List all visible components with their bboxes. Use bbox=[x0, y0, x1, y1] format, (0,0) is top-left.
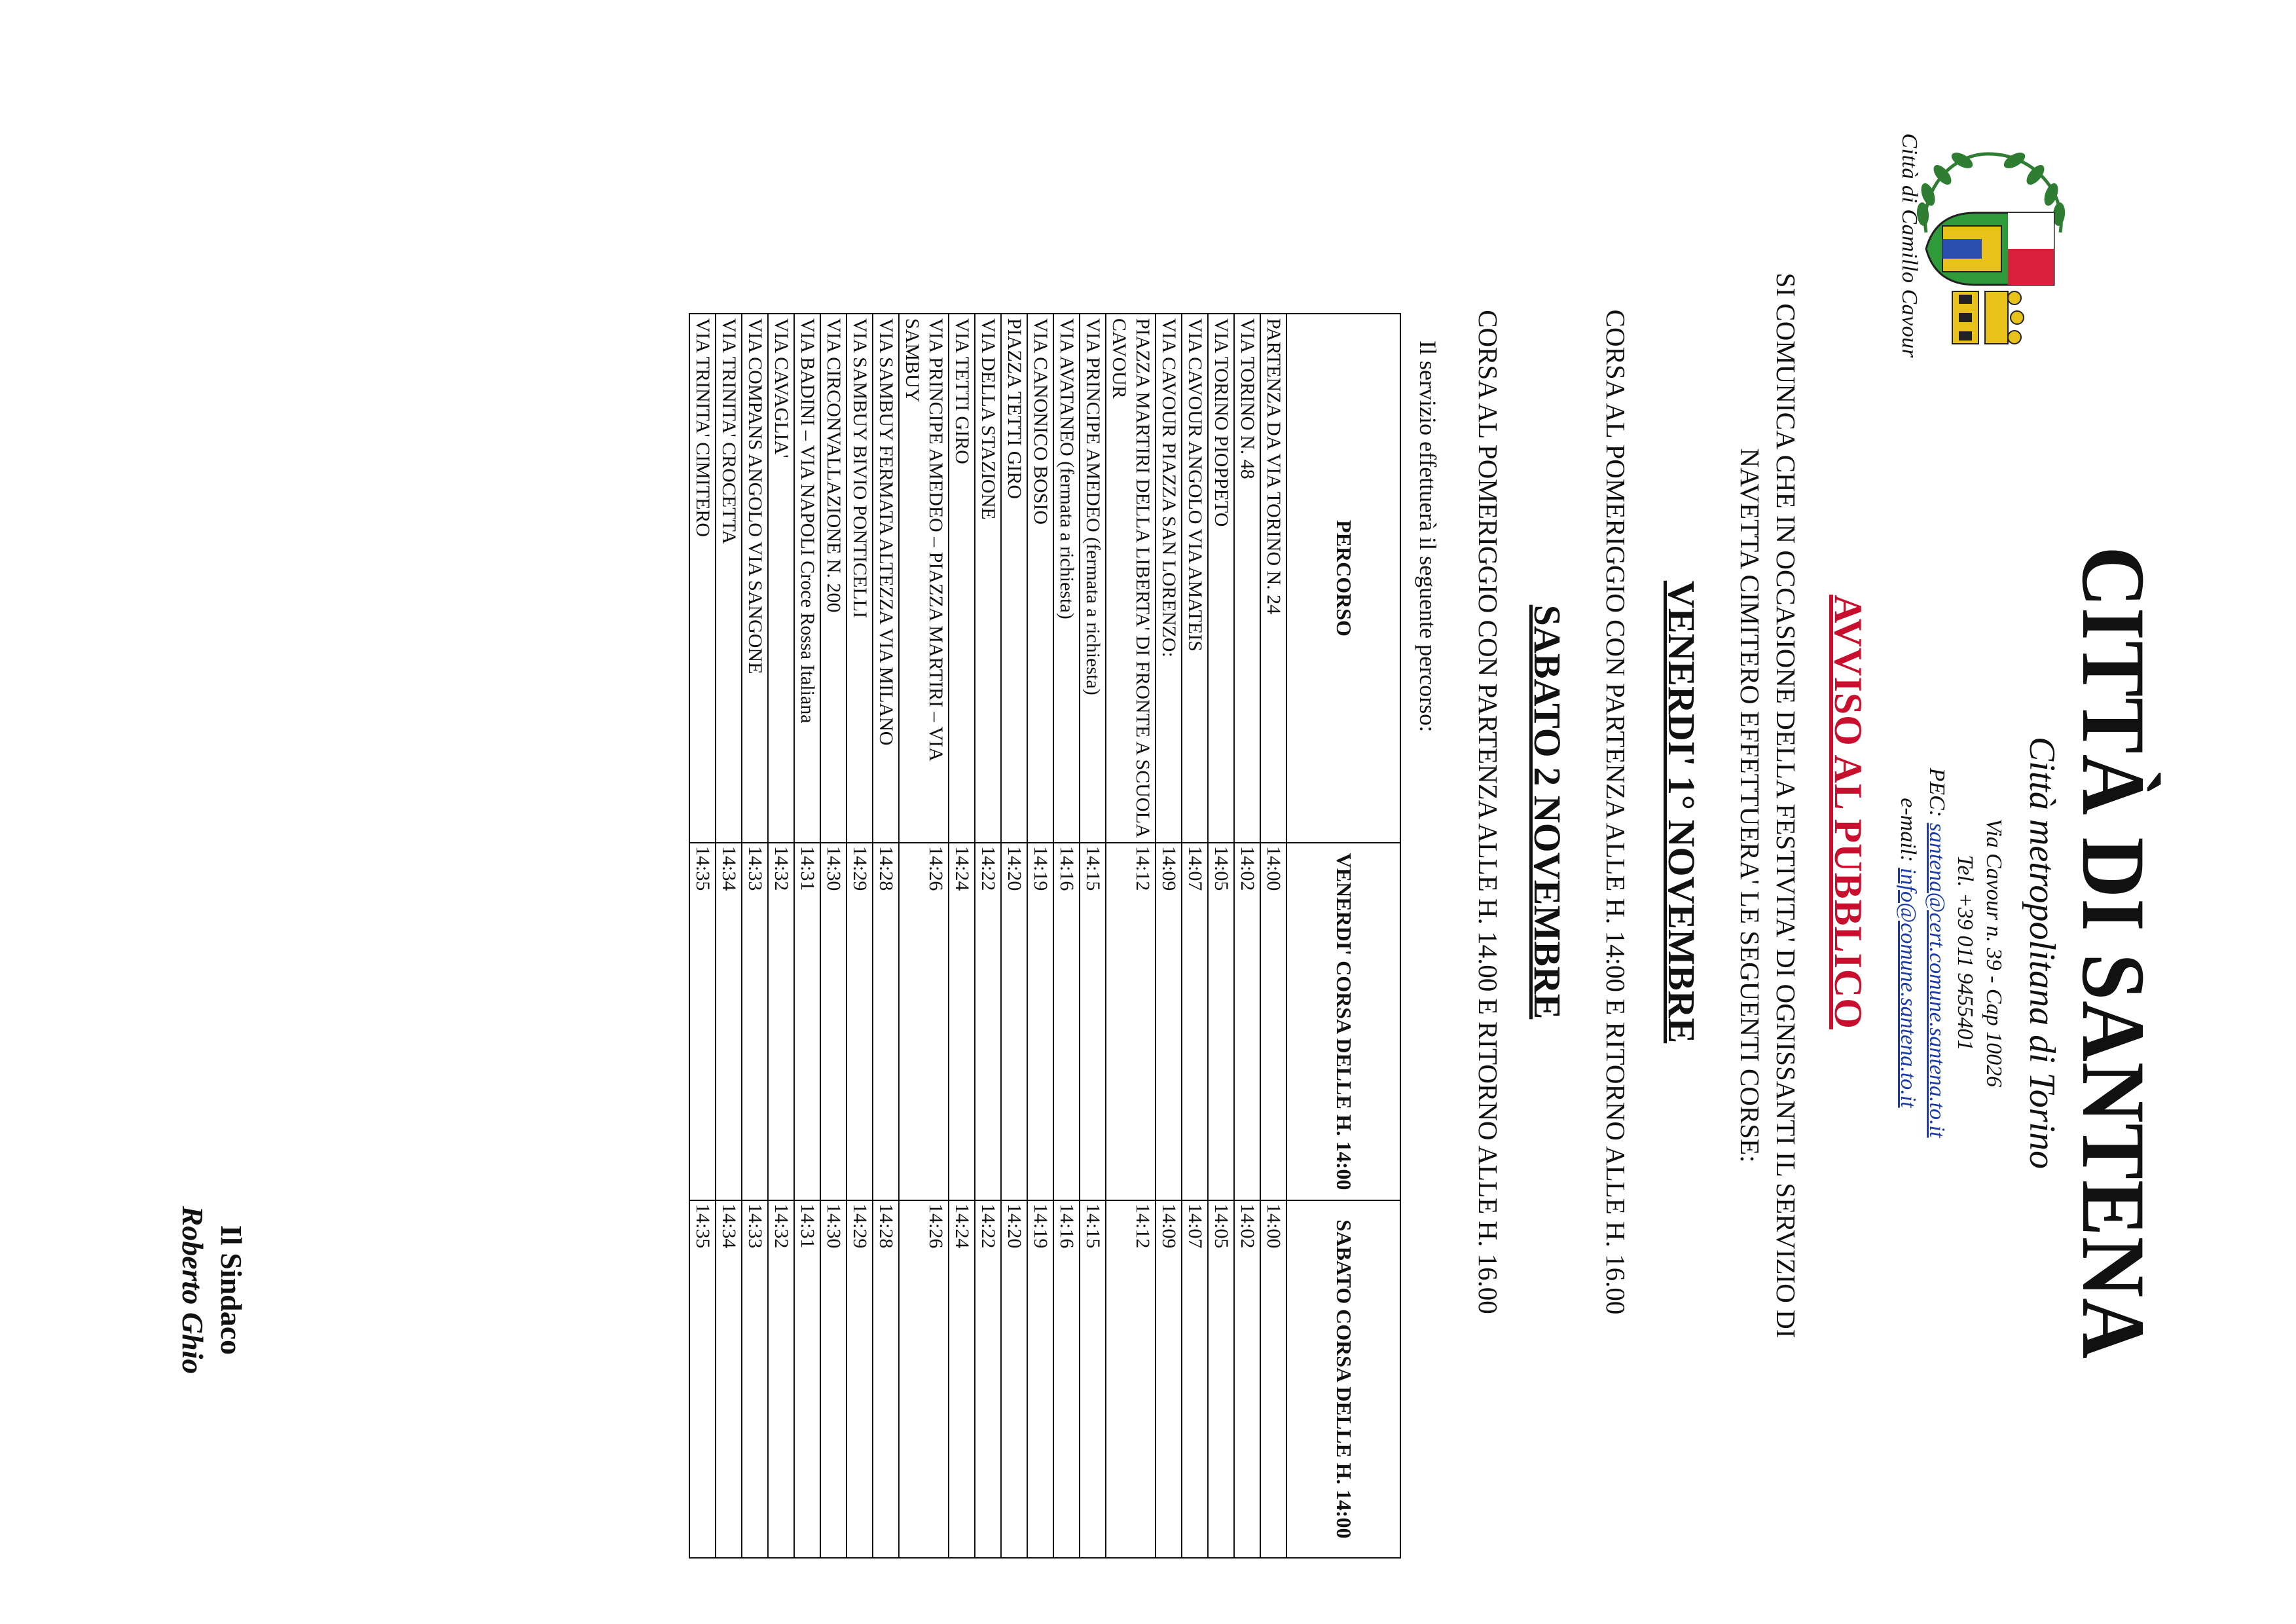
contact-block bbox=[1894, 399, 2008, 1506]
pec-label: PEC: bbox=[1924, 767, 1949, 823]
table-row bbox=[689, 314, 716, 1558]
table-row bbox=[899, 314, 949, 1558]
table-row bbox=[742, 314, 768, 1558]
municipal-crest-icon bbox=[1910, 134, 2080, 350]
cell-sabato: 14:15 bbox=[1080, 1200, 1106, 1558]
cell-venerdi: 14:33 bbox=[742, 843, 768, 1200]
cell-sabato: 14:16 bbox=[1053, 1200, 1080, 1558]
cell-venerdi: 14:20 bbox=[1001, 843, 1027, 1200]
table-row bbox=[716, 314, 742, 1558]
cell-route: VIA TRINITA' CROCETTA bbox=[716, 314, 742, 843]
cell-route: VIA BADINI – VIA NAPOLI Croce Rossa Italiana bbox=[794, 314, 820, 843]
cell-route: VIA PRINCIPE AMEDEO (fermata a richiesta) bbox=[1080, 314, 1106, 843]
cell-venerdi: 14:22 bbox=[975, 843, 1001, 1200]
cell-venerdi: 14:31 bbox=[794, 843, 820, 1200]
venerdi-heading: VENERDI' 1° NOVEMBRE bbox=[1660, 580, 1703, 1044]
email-line bbox=[1894, 399, 1923, 1506]
signature-name: Roberto Ghio bbox=[176, 1206, 210, 1375]
cell-venerdi: 14:26 bbox=[899, 843, 949, 1200]
email-link[interactable]: info@comune.santena.to.it bbox=[1896, 868, 1921, 1108]
cell-venerdi: 14:29 bbox=[847, 843, 873, 1200]
notice-body: SI COMUNICA CHE IN OCCASIONE DELLA FESTIVITA' DI OGNISSANTI IL SERVIZIO DI NAVETTA CIMITERO EFFETTUERA' LE SEGUENTI CORSE: bbox=[1735, 272, 1801, 1338]
cell-venerdi: 14:28 bbox=[873, 843, 899, 1200]
table-row bbox=[847, 314, 873, 1558]
table-row bbox=[975, 314, 1001, 1558]
table-row bbox=[1182, 314, 1208, 1558]
sabato-heading: SABATO 2 NOVEMBRE bbox=[1526, 604, 1569, 1020]
cell-venerdi: 14:15 bbox=[1080, 843, 1106, 1200]
cell-sabato: 14:20 bbox=[1001, 1200, 1027, 1558]
cell-route: PIAZZA MARTIRI DELLA LIBERTA' DI FRONTE A SCUOLA CAVOUR bbox=[1106, 314, 1156, 843]
venerdi-text: CORSA AL POMERIGGIO CON PARTENZA ALLE H. 14:00 E RITORNO ALLE H. 16.00 bbox=[1601, 309, 1631, 1315]
notice-title: AVVISO AL PUBBLICO bbox=[1827, 595, 1870, 1029]
header-sabato: SABATO CORSA DELLE H. 14:00 bbox=[1286, 1200, 1400, 1558]
cell-sabato: 14:30 bbox=[820, 1200, 847, 1558]
cell-route: VIA AVATANEO (fermata a richiesta) bbox=[1053, 314, 1080, 843]
cell-venerdi: 14:16 bbox=[1053, 843, 1080, 1200]
cell-route: VIA CANONICO BOSIO bbox=[1027, 314, 1053, 843]
table-row bbox=[1260, 314, 1286, 1558]
table-row bbox=[873, 314, 899, 1558]
pec-line bbox=[1922, 399, 1951, 1506]
cell-route: VIA COMPANS ANGOLO VIA SANGONE bbox=[742, 314, 768, 843]
cell-sabato: 14:35 bbox=[689, 1200, 716, 1558]
cell-route: VIA CAVOUR PIAZZA SAN LORENZO: bbox=[1156, 314, 1182, 843]
cell-venerdi: 14:02 bbox=[1234, 843, 1260, 1200]
email-label: e-mail: bbox=[1896, 798, 1921, 868]
cell-route: PIAZZA TETTI GIRO bbox=[1001, 314, 1027, 843]
cell-route: VIA TORINO PIOPPETO bbox=[1208, 314, 1234, 843]
cell-venerdi: 14:35 bbox=[689, 843, 716, 1200]
table-row bbox=[949, 314, 975, 1558]
cell-venerdi: 14:12 bbox=[1106, 843, 1156, 1200]
cell-venerdi: 14:00 bbox=[1260, 843, 1286, 1200]
cell-sabato: 14:19 bbox=[1027, 1200, 1053, 1558]
cell-sabato: 14:22 bbox=[975, 1200, 1001, 1558]
schedule-table bbox=[689, 313, 1401, 1559]
crest-caption: Città di Camillo Cavour bbox=[1897, 133, 1922, 358]
table-row bbox=[768, 314, 794, 1558]
table-header-row bbox=[1286, 314, 1400, 1558]
table-row bbox=[794, 314, 820, 1558]
schedule-body bbox=[689, 314, 1286, 1558]
cell-venerdi: 14:09 bbox=[1156, 843, 1182, 1200]
signature-block bbox=[173, 1179, 250, 1401]
cell-sabato: 14:31 bbox=[794, 1200, 820, 1558]
header-route: PERCORSO bbox=[1286, 314, 1400, 843]
cell-route: VIA CAVAGLIA' bbox=[768, 314, 794, 843]
cell-route: VIA SAMBUY FERMATA ALTEZZA VIA MILANO bbox=[873, 314, 899, 843]
pec-link[interactable]: santena@cert.comune.santena.to.it bbox=[1924, 822, 1949, 1138]
cell-route: VIA DELLA STAZIONE bbox=[975, 314, 1001, 843]
cell-sabato: 14:34 bbox=[716, 1200, 742, 1558]
table-row bbox=[1234, 314, 1260, 1558]
cell-route: VIA PRINCIPE AMEDEO – PIAZZA MARTIRI – VIA SAMBUY bbox=[899, 314, 949, 843]
cell-route: PARTENZA DA VIA TORINO N. 24 bbox=[1260, 314, 1286, 843]
cell-route: VIA CAVOUR ANGOLO VIA AMATEIS bbox=[1182, 314, 1208, 843]
cell-route: VIA TORINO N. 48 bbox=[1234, 314, 1260, 843]
table-row bbox=[1001, 314, 1027, 1558]
service-intro: Il servizio effettuerà il seguente percorso: bbox=[1415, 341, 1441, 733]
cell-sabato: 14:02 bbox=[1234, 1200, 1260, 1558]
cell-venerdi: 14:32 bbox=[768, 843, 794, 1200]
cell-sabato: 14:00 bbox=[1260, 1200, 1286, 1558]
cell-sabato: 14:12 bbox=[1106, 1200, 1156, 1558]
cell-sabato: 14:29 bbox=[847, 1200, 873, 1558]
phone-line: Tel. +39 011 9455401 bbox=[1953, 855, 1978, 1051]
header-venerdi: VENERDI' CORSA DELLE H. 14:00 bbox=[1286, 843, 1400, 1200]
cell-sabato: 14:09 bbox=[1156, 1200, 1182, 1558]
address-line: Via Cavour n. 39 - Cap 10026 bbox=[1982, 818, 2006, 1088]
cell-sabato: 14:05 bbox=[1208, 1200, 1234, 1558]
cell-sabato: 14:24 bbox=[949, 1200, 975, 1558]
cell-sabato: 14:07 bbox=[1182, 1200, 1208, 1558]
cell-venerdi: 14:30 bbox=[820, 843, 847, 1200]
cell-route: VIA TETTI GIRO bbox=[949, 314, 975, 843]
table-row bbox=[1053, 314, 1080, 1558]
table-row bbox=[1156, 314, 1182, 1558]
cell-route: VIA SAMBUY BIVIO PONTICELLI bbox=[847, 314, 873, 843]
table-row bbox=[1080, 314, 1106, 1558]
city-title: CITTÀ DI SANTENA bbox=[2064, 546, 2164, 1359]
signature-role: Il Sindaco bbox=[215, 1225, 248, 1356]
cell-sabato: 14:26 bbox=[899, 1200, 949, 1558]
table-row bbox=[820, 314, 847, 1558]
table-row bbox=[1027, 314, 1053, 1558]
cell-venerdi: 14:24 bbox=[949, 843, 975, 1200]
table-row bbox=[1208, 314, 1234, 1558]
table-row bbox=[1106, 314, 1156, 1558]
cell-route: VIA CIRCONVALLAZIONE N. 200 bbox=[820, 314, 847, 843]
cell-venerdi: 14:07 bbox=[1182, 843, 1208, 1200]
cell-route: VIA TRINITA' CIMITERO bbox=[689, 314, 716, 843]
cell-sabato: 14:33 bbox=[742, 1200, 768, 1558]
sabato-text: CORSA AL POMERIGGIO CON PARTENZA ALLE H. 14.00 E RITORNO ALLE H. 16.00 bbox=[1473, 310, 1503, 1314]
cell-venerdi: 14:05 bbox=[1208, 843, 1234, 1200]
cell-venerdi: 14:19 bbox=[1027, 843, 1053, 1200]
cell-sabato: 14:32 bbox=[768, 1200, 794, 1558]
cell-sabato: 14:28 bbox=[873, 1200, 899, 1558]
cell-venerdi: 14:34 bbox=[716, 843, 742, 1200]
city-subtitle: Città metropolitana di Torino bbox=[2022, 736, 2062, 1170]
